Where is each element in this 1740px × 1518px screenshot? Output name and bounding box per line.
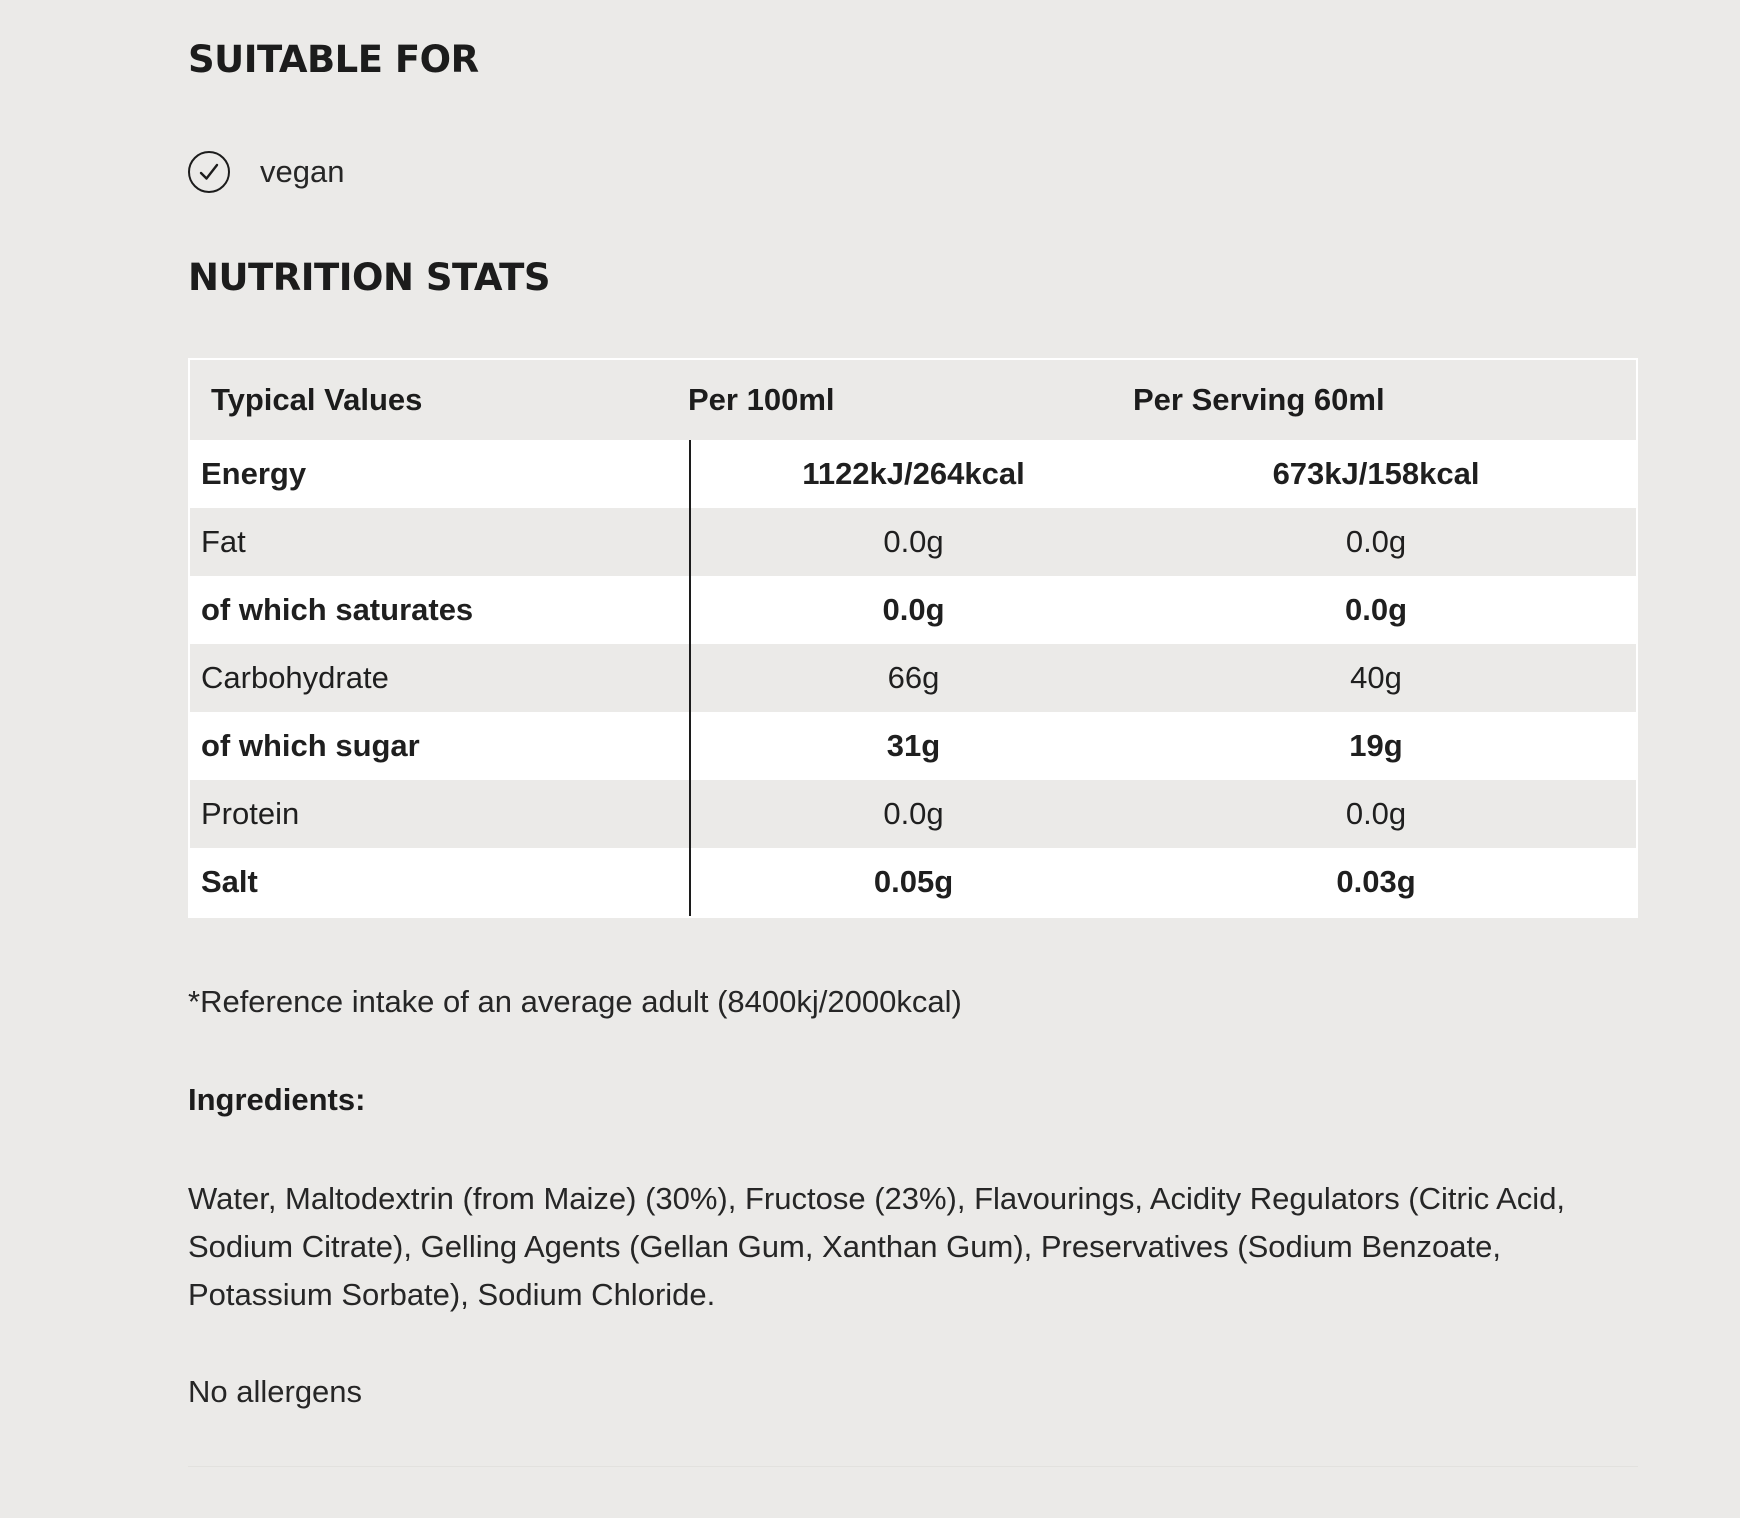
ingredients-title: Ingredients: xyxy=(188,1082,366,1117)
nutrition-stats-title: NUTRITION STATS xyxy=(188,256,550,299)
row-per-serving: 40g xyxy=(1350,660,1402,695)
table-row xyxy=(190,780,1636,848)
table-row xyxy=(190,508,1636,576)
table-row xyxy=(190,848,1636,916)
row-per-100ml: 0.0g xyxy=(883,524,944,559)
divider xyxy=(188,1466,1638,1467)
header-typical-values: Typical Values xyxy=(211,382,423,417)
row-per-serving: 0.0g xyxy=(1345,796,1407,831)
row-label: Salt xyxy=(190,848,691,916)
row-per-100ml: 1122kJ/264kcal xyxy=(802,456,1025,491)
table-row xyxy=(190,440,1636,508)
check-circle-icon xyxy=(188,151,230,193)
header-per-serving: Per Serving 60ml xyxy=(1133,382,1385,417)
row-per-100ml: 0.05g xyxy=(873,864,954,899)
row-label: Fat xyxy=(190,508,691,576)
ingredients-text: Water, Maltodextrin (from Maize) (30%), Fructose (23%), Flavourings, Acidity Regulators (Citric Acid, Sodium Citrate), Gelling Agents (Gellan Gum, Xanthan Gum), Preservatives (Sodium Benzoate, Potassium Sorbate), Sodium Chloride. xyxy=(188,1181,1566,1312)
reference-intake-note: *Reference intake of an average adult (8400kj/2000kcal) xyxy=(188,984,962,1019)
row-label: Protein xyxy=(190,780,691,848)
row-label: of which saturates xyxy=(190,576,691,644)
suitable-item-label: vegan xyxy=(260,154,345,189)
table-header-row xyxy=(190,360,1636,440)
allergens-note: No allergens xyxy=(188,1374,363,1409)
header-per-100ml: Per 100ml xyxy=(688,382,835,417)
row-per-100ml: 0.0g xyxy=(882,592,945,627)
row-per-100ml: 31g xyxy=(886,728,941,763)
nutrition-table xyxy=(188,358,1638,918)
row-per-100ml: 66g xyxy=(887,660,940,695)
row-label: Carbohydrate xyxy=(190,644,691,712)
table-row xyxy=(190,576,1636,644)
row-label: Energy xyxy=(190,440,691,508)
row-per-serving: 0.0g xyxy=(1345,524,1407,559)
row-label: of which sugar xyxy=(190,712,691,780)
suitable-item-vegan xyxy=(188,151,344,193)
row-per-serving: 0.03g xyxy=(1336,864,1416,899)
row-per-serving: 673kJ/158kcal xyxy=(1272,456,1480,491)
table-row xyxy=(190,712,1636,780)
row-per-100ml: 0.0g xyxy=(883,796,944,831)
row-per-serving: 19g xyxy=(1349,728,1403,763)
row-per-serving: 0.0g xyxy=(1344,592,1408,627)
suitable-for-title: SUITABLE FOR xyxy=(188,38,479,81)
table-row xyxy=(190,644,1636,712)
